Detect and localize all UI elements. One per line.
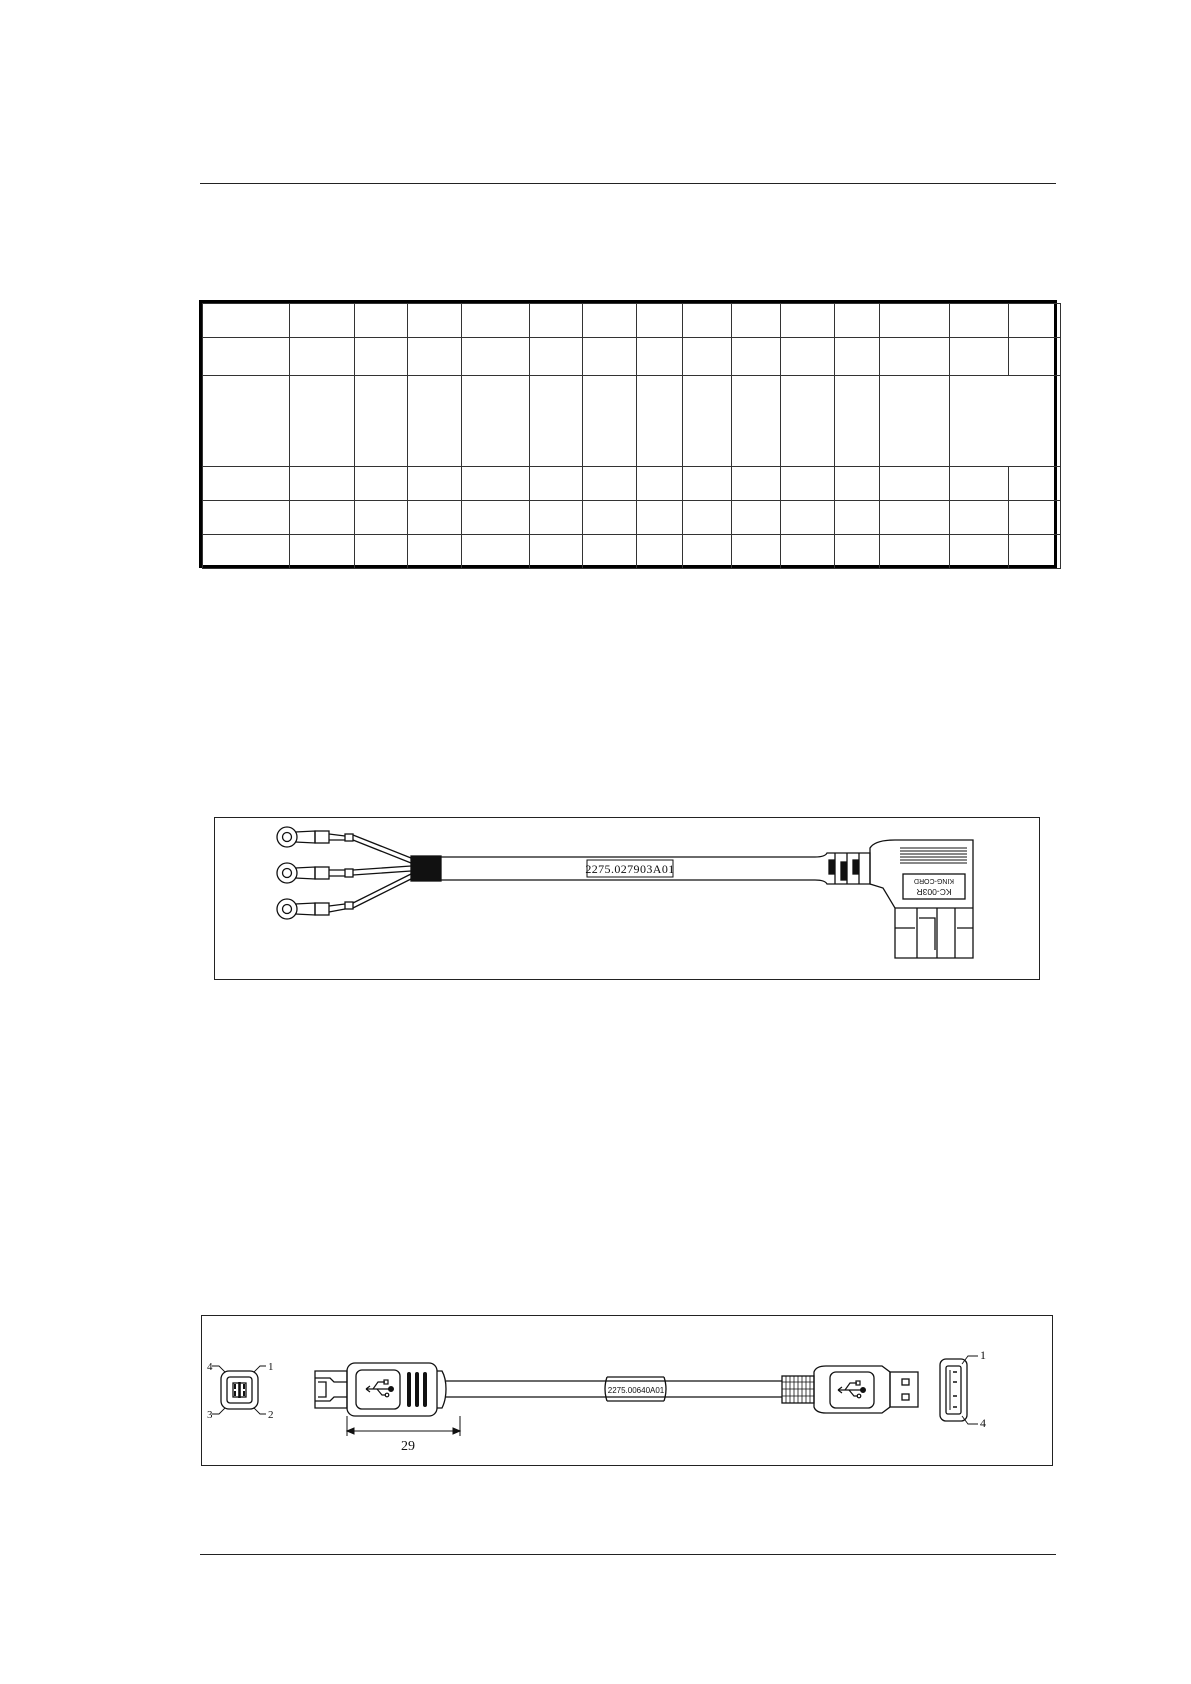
power-cable-svg [215,818,1041,981]
table-row [203,501,1061,535]
table-row [203,535,1061,569]
plug-model-text: KC-003R [916,887,952,897]
pin-label: 1 [980,1348,986,1362]
usb-icon [366,1380,393,1397]
cable-label [585,860,674,877]
ring-terminal [277,863,411,883]
pin-label: 4 [207,1361,213,1373]
table-row [203,304,1061,338]
footer-rule [200,1554,1056,1555]
specification-table [199,300,1057,568]
table-row [203,376,1061,467]
ring-terminal [277,827,411,863]
usb-a-strain-relief [782,1376,814,1403]
table-row [203,338,1061,376]
table-row [203,467,1061,501]
usb-cable-svg [202,1316,1054,1467]
dimension-label: 29 [401,1439,415,1454]
pin-label: 4 [980,1416,986,1430]
header-rule [200,183,1056,184]
pin-label: 3 [207,1409,213,1421]
plug-brand-text: KING-CORD [913,877,955,884]
pin-label: 1 [268,1361,274,1373]
usb-a-face-view [940,1356,978,1424]
dimension-marker [347,1416,460,1436]
cable-part-label: 2275.027903A01 [585,862,675,876]
power-cable-drawing [214,817,1040,980]
cable-part-label: 2275.00640A01 [607,1386,665,1395]
ring-terminal [277,874,411,919]
usb-icon [838,1381,865,1398]
pin-label: 2 [268,1409,274,1421]
usb-a-plug [814,1366,918,1413]
usb-cable-drawing [201,1315,1053,1466]
usb-b-face-view [212,1366,266,1414]
